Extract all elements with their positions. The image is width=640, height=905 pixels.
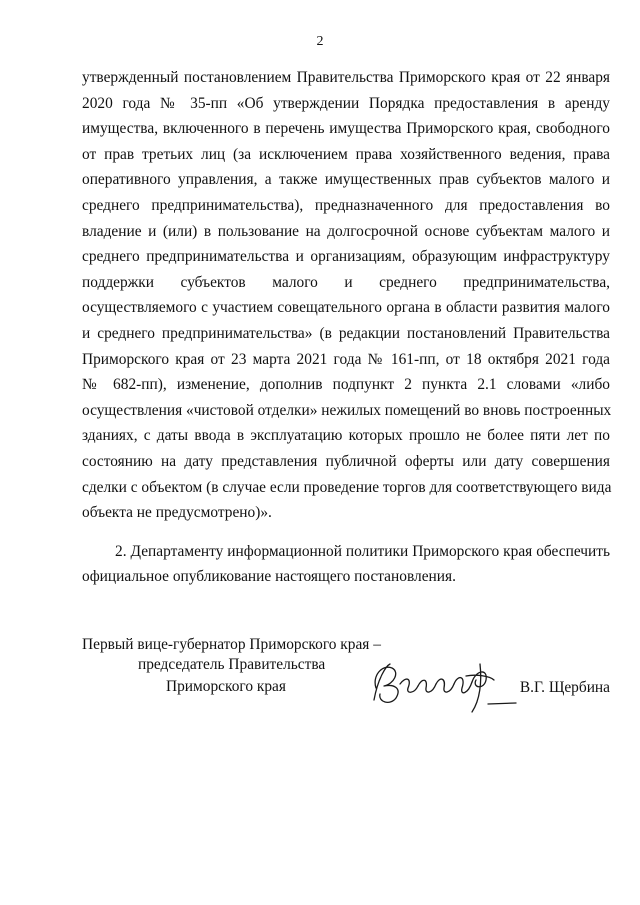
signatory-name: В.Г. Щербина	[519, 679, 610, 696]
paragraph-1	[82, 65, 610, 526]
text-line: № 682-пп), изменение, дополнив подпункт 2 пункта 2.1 словами «либо	[82, 376, 610, 394]
handwritten-signature	[368, 654, 518, 714]
text-line: состоянию на дату представления публичной оферты или дату совершения	[82, 452, 610, 470]
paragraph-2	[82, 539, 610, 590]
signatory-title-line-3: Приморского края	[166, 678, 286, 695]
text-line: среднего предпринимательства и организациям, образующим инфраструктуру	[82, 248, 610, 266]
text-line: от прав третьих лиц (за исключением права хозяйственного ведения, права	[82, 145, 610, 163]
text-line: поддержки субъектов малого и среднего предпринимательства,	[82, 273, 610, 291]
signature-block	[82, 636, 610, 716]
signatory-title-line-2: председатель Правительства	[138, 656, 326, 673]
text-line: 2. Департаменту информационной политики Приморского края обеспечить	[115, 542, 610, 560]
text-line: сделки с объектом (в случае если проведение торгов для соответствующего вида	[82, 478, 612, 496]
page-number: 2	[316, 34, 324, 49]
text-line: оперативного управления, а также имущественных прав субъектов малого и	[82, 171, 610, 189]
text-line: утвержденный постановлением Правительства Приморского края от 22 января	[82, 69, 610, 86]
paragraph-spacer	[82, 526, 610, 539]
text-line: имущества, включенного в перечень имущества Приморского края, свободного	[82, 120, 610, 138]
text-line: осуществляемого с участием совещательного органа в области развития малого	[82, 299, 610, 317]
text-line: 2020 года № 35-пп «Об утверждении Порядка предоставления в аренду	[82, 94, 610, 112]
text-line: объекта не предусмотрено)».	[82, 504, 272, 522]
text-line: владение и (или) в пользование на долгосрочной основе субъектам малого и	[82, 222, 610, 240]
text-line: Приморского края от 23 марта 2021 года № 161-пп, от 18 октября 2021 года	[82, 350, 610, 368]
document-body	[82, 65, 610, 590]
text-line: официальное опубликование настоящего постановления.	[82, 568, 456, 586]
signatory-title-line-1: Первый вице-губернатор Приморского края –	[82, 636, 381, 653]
text-line: осуществления «чистовой отделки» нежилых помещений во вновь построенных	[82, 401, 612, 419]
text-line: зданиях, с даты ввода в эксплуатацию которых прошло не более пяти лет по	[82, 427, 610, 445]
text-line: и среднего предпринимательства» (в редакции постановлений Правительства	[82, 324, 610, 342]
text-line: среднего предпринимательства), предназначенного для предоставления во	[82, 196, 610, 214]
